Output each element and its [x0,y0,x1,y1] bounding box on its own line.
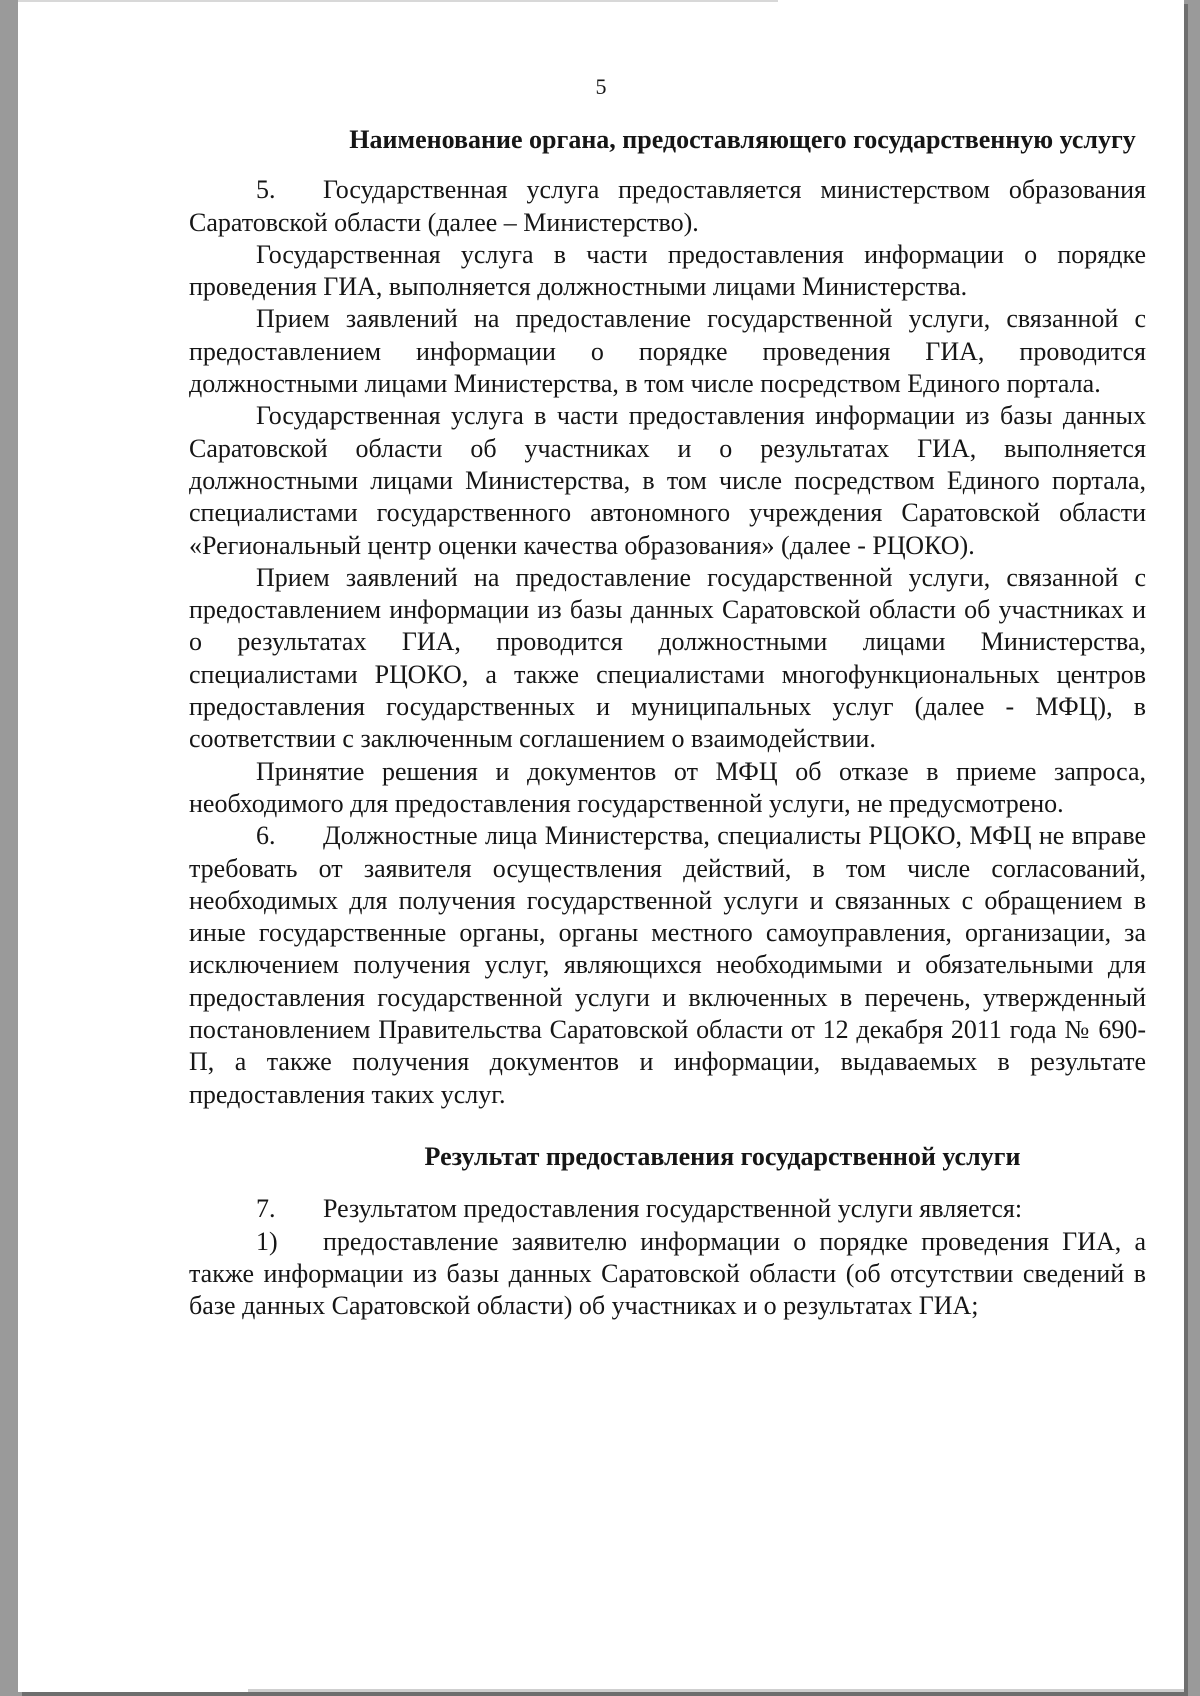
paragraph-text: Результатом предоставления государственной услуги является: [323,1194,1023,1224]
paragraph-text: Прием заявлений на предоставление государственной услуги, связанной с предоставлением информации о порядке проведения ГИА, проводится должностными лицами Министерства, в том числе посредством Единого портала. [189,304,1146,399]
paragraph [189,303,1146,400]
paragraph [189,820,1146,1111]
paragraph [189,174,1146,239]
paragraph-text: Государственная услуга в части предоставления информации из базы данных Саратовской области об участниках и о результатах ГИА, выполняется должностными лицами Министерства, в том числе посредством Единого портала, специалистами государственного автономного учреждения Саратовской области «Региональный центр оценки качества образования» (далее - РЦОКО). [189,401,1146,560]
paragraph-text: Принятие решения и документов от МФЦ об отказе в приеме запроса, необходимого для предоставления государственной услуги, не предусмотрено. [189,756,1146,818]
paragraph [189,239,1146,304]
document-page [18,0,1184,1692]
paragraph-text: Государственная услуга предоставляется министерством образования Саратовской области (далее – Министерство). [189,175,1146,237]
section-authority-paragraphs [189,174,1146,1111]
paragraph-number: 1) [256,1226,278,1256]
paragraph-number: 5. [256,175,276,205]
section-heading-result: Результат предоставления государственной услуги [424,1141,1021,1171]
section-heading-authority: Наименование органа, предоставляющего государственную услугу [349,125,1136,154]
paragraph [189,400,1146,561]
paragraph [189,1226,1146,1323]
paragraph-text: Должностные лица Министерства, специалисты РЦОКО, МФЦ не вправе требовать от заявителя осуществления действий, в том числе согласований, необходимых для получения государственной услуги и связанных с обращением в иные государственные органы, органы местного самоуправления, организации, за исключением получения услуг, являющихся необходимыми и обязательными для предоставления государственной услуги и включенных в перечень, утвержденный постановлением Правительства Саратовской области от 12 декабря 2011 года № 690-П, а также получения документов и информации, выдаваемых в результате предоставления таких услуг. [189,821,1146,1109]
document-body [189,124,1146,1322]
scan-edge-top [18,0,778,2]
scan-edge-bottom [248,1689,1184,1692]
paragraph [189,756,1146,821]
paragraph-number: 7. [256,1194,276,1224]
section-result-paragraphs [189,1193,1146,1322]
paragraph-text: Прием заявлений на предоставление государственной услуги, связанной с предоставлением информации из базы данных Саратовской области об участниках и о результатах ГИА, проводится должностными лицами Министерства, специалистами РЦОКО, а также специалистами многофункциональных центров предоставления государственных и муниципальных услуг (далее - МФЦ), в соответствии с заключенным соглашением о взаимодействии. [189,562,1146,754]
paragraph [189,562,1146,756]
paragraph-text: Государственная услуга в части предоставления информации о порядке проведения ГИА, выполняется должностными лицами Министерства. [189,239,1146,302]
paragraph-text: предоставление заявителю информации о порядке проведения ГИА, а также информации из базы данных Саратовской области (об отсутствии сведений в базе данных Саратовской области) об участниках и о результатах ГИА; [189,1226,1146,1321]
paragraph-number: 6. [256,821,276,851]
page-number: 5 [595,74,607,99]
paragraph [189,1193,1146,1225]
